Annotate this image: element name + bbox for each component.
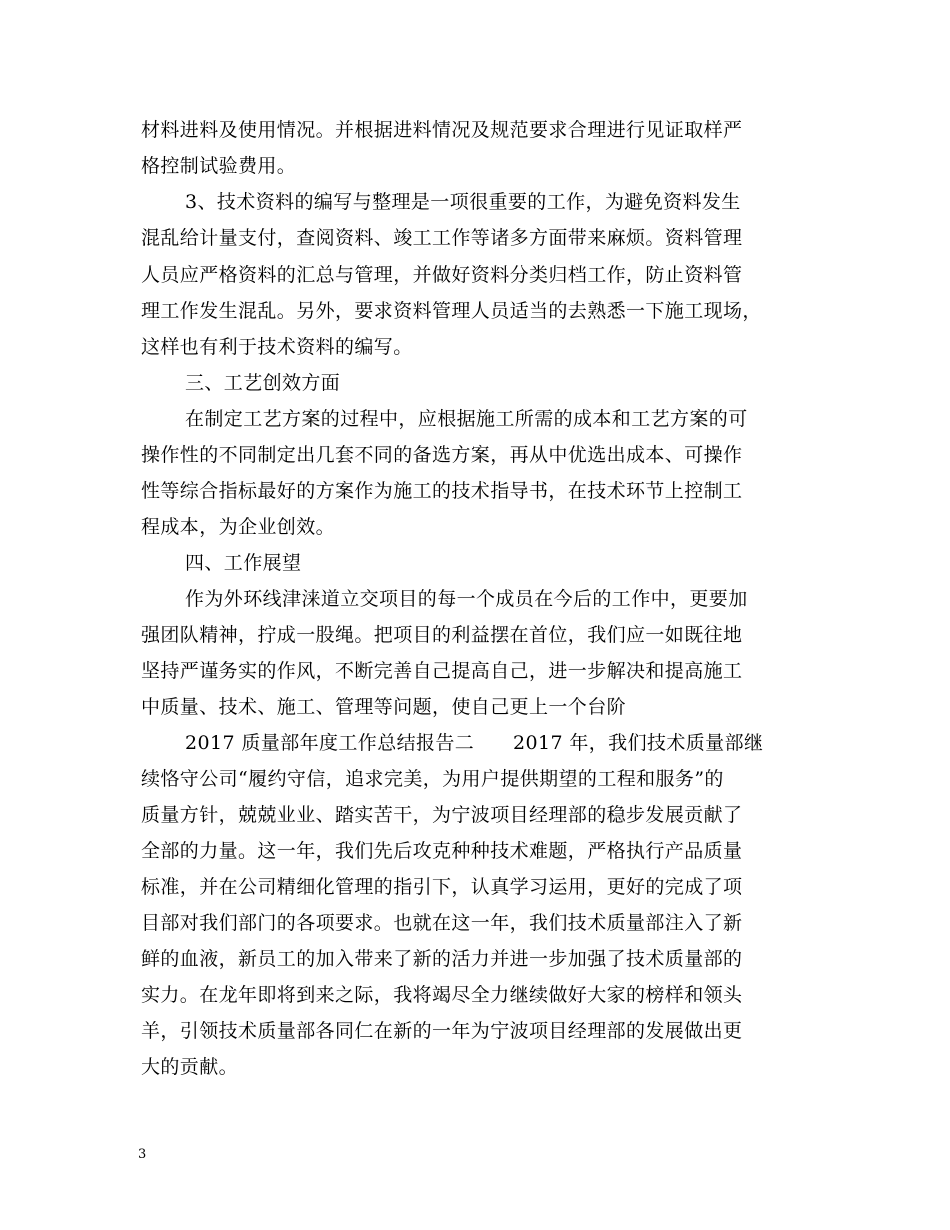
- text-line-26: 羊，引领技术质量部各同仁在新的一年为宁波项目经理部的发展做出更: [141, 1020, 743, 1042]
- text-line-25: 实力。在龙年即将到来之际，我将竭尽全力继续做好大家的榜样和领头: [141, 984, 743, 1006]
- text-line-17: 中质量、技术、施工、管理等问题，使自己更上一个台阶: [141, 696, 627, 718]
- text-line-1: 材料进料及使用情况。并根据进料情况及规范要求合理进行见证取样严: [141, 119, 743, 141]
- text-line-3: 3、技术资料的编写与整理是一项很重要的工作，为避免资料发生: [185, 191, 741, 213]
- text-line-24: 鲜的血液，新员工的加入带来了新的活力并进一步加强了技术质量部的: [141, 948, 743, 970]
- text-line-19: 续恪守公司“履约守信，追求完美，为用户提供期望的工程和服务”的: [141, 768, 724, 790]
- text-line-15: 强团队精神，拧成一股绳。把项目的利益摆在首位，我们应一如既往地: [141, 624, 743, 646]
- text-line-23: 目部对我们部门的各项要求。也就在这一年，我们技术质量部注入了新: [141, 912, 743, 934]
- section-heading-4: 四、工作展望: [185, 552, 302, 574]
- text-line-12: 程成本，为企业创效。: [141, 516, 336, 538]
- text-line-14: 作为外环线津涞道立交项目的每一个成员在今后的工作中，更要加: [185, 588, 748, 610]
- text-line-16: 坚持严谨务实的作风，不断完善自己提高自己，进一步解决和提高施工: [141, 660, 743, 682]
- section-heading-3: 三、工艺创效方面: [185, 372, 341, 394]
- text-line-11: 性等综合指标最好的方案作为施工的技术指导书，在技术环节上控制工: [141, 480, 743, 502]
- text-line-7: 这样也有利于技术资料的编写。: [141, 336, 413, 358]
- text-line-2: 格控制试验费用。: [141, 155, 297, 177]
- text-line-9: 在制定工艺方案的过程中，应根据施工所需的成本和工艺方案的可: [185, 408, 748, 430]
- text-line-27: 大的贡献。: [141, 1056, 239, 1078]
- text-line-22: 标准，并在公司精细化管理的指引下，认真学习运用，更好的完成了项: [141, 876, 743, 898]
- text-line-20: 质量方针，兢兢业业、踏实苦干，为宁波项目经理部的稳步发展贡献了: [141, 804, 743, 826]
- text-line-18: 2017 质量部年度工作总结报告二 2017 年，我们技术质量部继: [185, 732, 764, 754]
- text-line-21: 全部的力量。这一年，我们先后攻克种种技术难题，严格执行产品质量: [141, 840, 743, 862]
- page-number: 3: [138, 1147, 147, 1162]
- text-line-5: 人员应严格资料的汇总与管理，并做好资料分类归档工作，防止资料管: [141, 264, 743, 286]
- text-line-6: 理工作发生混乱。另外，要求资料管理人员适当的去熟悉一下施工现场，: [141, 300, 762, 322]
- text-line-4: 混乱给计量支付，查阅资料、竣工工作等诸多方面带来麻烦。资料管理: [141, 227, 743, 249]
- text-line-10: 操作性的不同制定出几套不同的备选方案，再从中优选出成本、可操作: [141, 444, 743, 466]
